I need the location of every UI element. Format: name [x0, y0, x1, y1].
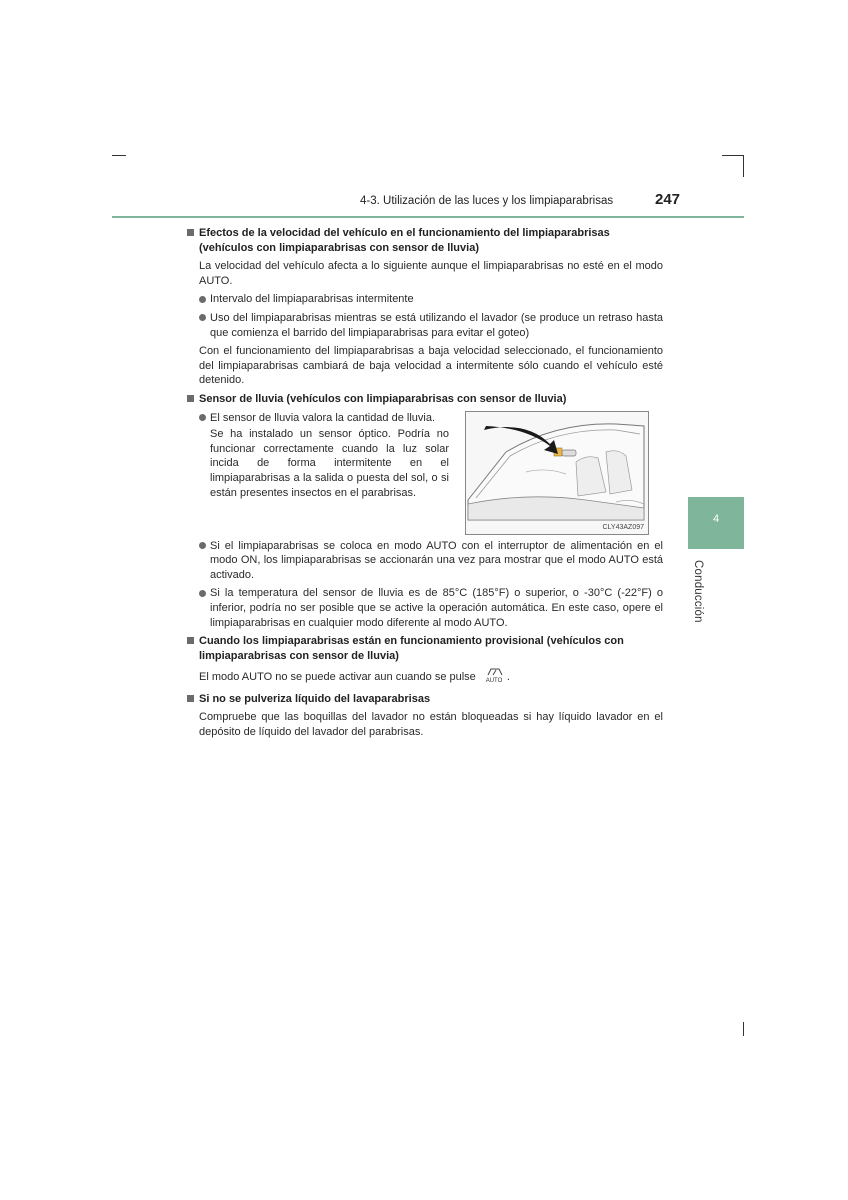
windshield-drawing [466, 412, 648, 534]
list-item: Intervalo del limpiaparabrisas intermitente [187, 292, 663, 307]
rain-sensor-text [187, 409, 449, 501]
list-item: Si la temperatura del sensor de lluvia es de 85°C (185°F) o superior, o -30°C (-22°F) o inferior, podría no ser posible que se active la operación automática. En este caso, opere el limpiaparabrisas en cualquier modo diferente al modo AUTO. [187, 586, 663, 630]
crop-mark-top-right-v [743, 155, 744, 177]
square-bullet-icon [187, 229, 194, 236]
paragraph: El modo AUTO no se puede activar aun cuando se pulse AUTO . [187, 667, 663, 688]
chapter-number: 4 [712, 513, 720, 525]
section-title: 4-3. Utilización de las luces y los limpiaparabrisas [360, 195, 614, 207]
svg-text:AUTO: AUTO [485, 678, 503, 684]
heading-washer-fluid: Si no se pulveriza líquido del lavaparabrisas [187, 692, 663, 707]
paragraph: La velocidad del vehículo afecta a lo siguiente aunque el limpiaparabrisas no esté en el modo AUTO. [199, 260, 663, 287]
square-bullet-icon [187, 637, 194, 644]
paragraph: Se ha instalado un sensor óptico. Podría no funcionar correctamente cuando la luz solar incida de forma intermitente en el limpiaparabrisas a la salida o puesta del sol, o si están presentes insectos en el parabrisas. [210, 428, 449, 499]
crop-mark-bottom-right [743, 1022, 744, 1036]
square-bullet-icon [187, 695, 194, 702]
round-bullet-icon [199, 414, 206, 421]
round-bullet-icon [199, 296, 206, 303]
round-bullet-icon [199, 314, 206, 321]
paragraph: Compruebe que las boquillas del lavador no están bloqueadas si hay líquido lavador en el depósito de líquido del lavador del parabrisas. [199, 711, 663, 739]
crop-mark-top-right-h [722, 155, 744, 156]
heading-speed-effects: Efectos de la velocidad del vehículo en el funcionamiento del limpiaparabrisas (vehículos con limpiaparabrisas con sensor de lluvia) [187, 226, 663, 255]
round-bullet-icon [199, 590, 206, 597]
chapter-title: Conducción [692, 560, 704, 623]
chapter-tab [688, 497, 744, 549]
list-item: Uso del limpiaparabrisas mientras se está utilizando el lavador (se produce un retraso hasta que comienza el barrido del limpiaparabrisas para evitar el goteo) [187, 311, 663, 340]
list-item: Si el limpiaparabrisas se coloca en modo AUTO con el interruptor de alimentación en el modo ON, los limpiaparabrisas se accionarán una vez para mostrar que el modo AUTO está activado. [187, 539, 663, 583]
round-bullet-icon [199, 542, 206, 549]
paragraph: Con el funcionamiento del limpiaparabrisas a baja velocidad seleccionado, el funcionamiento del limpiaparabrisas cambiará de baja velocidad a intermitente sólo cuando el vehículo esté detenido. [199, 345, 663, 387]
figure-code: CLY43AZ097 [602, 524, 644, 531]
heading-rain-sensor: Sensor de lluvia (vehículos con limpiaparabrisas con sensor de lluvia) [187, 392, 663, 407]
heading-provisional-operation: Cuando los limpiaparabrisas están en funcionamiento provisional (vehículos con limpiaparabrisas con sensor de lluvia) [187, 634, 663, 663]
wiper-auto-icon [481, 667, 507, 688]
square-bullet-icon [187, 395, 194, 402]
list-item: El sensor de lluvia valora la cantidad de lluvia. [187, 411, 449, 426]
rain-sensor-illustration [465, 411, 649, 535]
header-rule [112, 216, 744, 218]
crop-mark-top-left [112, 155, 126, 156]
page-number: 247 [655, 191, 681, 208]
